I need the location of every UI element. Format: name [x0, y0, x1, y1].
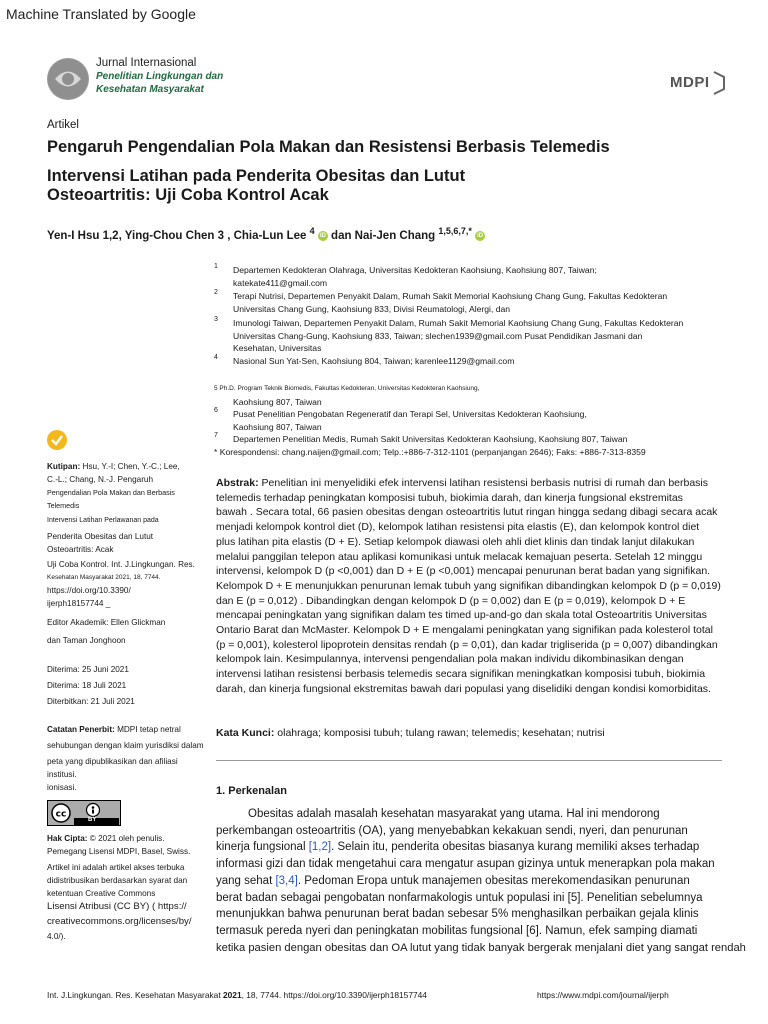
article-type: Artikel [47, 119, 79, 131]
date-received: Diterima: 25 Juni 2021 [47, 665, 129, 674]
abstract-line: plus latihan pita elastis (D + E). Setiap kelompok diawasi oleh ahli diet klinis dan tindak lanjut dilakukan [216, 535, 695, 548]
copyright-block [47, 832, 207, 943]
intro-line: menunjukkan bahwa penurunan berat badan sebesar 5% menghasilkan perbaikan gejala klinis [216, 908, 699, 921]
abstract-line: mencapai peningkatan yang signifikan dalam tes timed up-and-go dan skala total Osteoartritis Universitas [216, 609, 707, 622]
publisher-note-line: MDPI tetap netral [117, 725, 181, 734]
citation-line: Pengendalian Pola Makan dan Berbasis Telemedis [47, 488, 175, 510]
affiliation-5-7 [214, 383, 684, 446]
copyright-line: didistribusikan berdasarkan syarat dan [47, 876, 188, 885]
section-divider [216, 760, 722, 761]
affiliation-number: 3 [214, 316, 218, 323]
copyright-line: 4.0/). [47, 932, 66, 941]
publisher-note-block [47, 723, 207, 794]
affiliation-5-line: 5 Ph.D. Program Teknik Biomedis, Fakultas Kedokteran, Universitas Kedokteran Kaohsiung, [214, 385, 480, 392]
copyright-line: Lisensi Atribusi (CC BY) ( https:// [47, 901, 187, 912]
affiliation-number: 7 [214, 432, 218, 440]
dates-block [47, 663, 207, 708]
keywords-text: olahraga; komposisi tubuh; tulang rawan; telemedis; kesehatan; nutrisi [277, 727, 605, 739]
reference-link[interactable]: [3,4] [275, 874, 298, 887]
affiliation-2 [214, 290, 684, 315]
editor-line: Editor Akademik: Ellen Glickman [47, 618, 166, 627]
author-sup-2: 1,5,6,7,* [438, 226, 472, 236]
affiliation-line: Universitas Chang-Gung, Kaohsiung 833, Taiwan; slechen1939@gmail.com Pusat Pendidikan Jasmani dan [233, 330, 643, 341]
affiliation-line: Departemen Kedokteran Olahraga, Universitas Kedokteran Kaohsiung, Kaohsiung 807, Taiwan; [233, 265, 597, 275]
footer-year: 2021 [222, 990, 242, 1000]
intro-line: ketika pasien dengan obesitas dan OA lutut yang tidak banyak bergerak menjalani diet yang sangat rendah [216, 941, 746, 954]
affiliation-line: Departemen Penelitian Medis, Rumah Sakit Universitas Kedokteran Kaohsiung, Kaohsiung 807, Taiwan [233, 434, 628, 445]
abstract-line: bawah . Secara total, 66 pasien obesitas dengan osteoartritis lutut ringan hingga sedang dibagi secara acak [216, 506, 718, 519]
abstract [216, 476, 725, 697]
citation-line: Hsu, Y.-I; Chen, Y.-C.; Lee, [82, 462, 180, 471]
abstract-line: menjadi kelompok kontrol diet (D), kelompok latihan resistensi pita elastis (E), dan kelompok kontrol diet [216, 521, 700, 534]
abstract-line: darah, dan kinerja fungsional ekstremitas bawah dari populasi yang diselidiki dengan kondisi komorbiditas. [216, 682, 711, 695]
section-heading: 1. Perkenalan [216, 785, 287, 797]
affiliation-3 [214, 317, 684, 355]
intro-line: kinerja fungsional [216, 841, 306, 854]
authors-part1: Yen-I Hsu 1,2, Ying-Chou Chen 3 , Chia-Lun Lee [47, 229, 307, 242]
mdpi-logo [668, 66, 724, 100]
intro-line: Obesitas adalah masalah kesehatan masyarakat yang utama. Hal ini mendorong [248, 808, 660, 820]
correspondence: * Korespondensi: chang.naijen@gmail.com; Telp.:+886-7-312-1101 (perpanjangan 2646); Faks: +886-7-313-8359 [214, 447, 646, 457]
orcid-icon[interactable]: iD [319, 232, 326, 239]
publisher-note-line: ionisasi. [47, 783, 77, 792]
citation-label: Kutipan: [47, 462, 81, 471]
citation-line: Intervensi Latihan Perlawanan pada [47, 517, 159, 524]
author-sup-1: 4 [309, 226, 315, 236]
affiliation-4 [214, 355, 684, 368]
abstract-line: (p = 0,001), kolesterol lipoprotein densitas rendah (p = 0,01), dan kadar trigliserida (p = 0,007) dibandingkan [216, 638, 718, 651]
affiliation-line: Terapi Nutrisi, Departemen Penyakit Dalam, Rumah Sakit Memorial Kaohsiung Chang Gung, Fakultas Kedokteran [233, 291, 668, 301]
footer-journal-link[interactable]: https://www.mdpi.com/journal/ijerph [537, 990, 669, 1000]
authors-part2: dan Nai-Jen Chang [331, 229, 436, 242]
affiliation-1 [214, 264, 684, 289]
keywords-label: Kata Kunci: [216, 727, 275, 739]
affiliation-line: Kesehatan, Universitas [233, 343, 322, 354]
intro-line: informasi gizi dan tidak mengetahui cara mengatur asupan gizinya untuk menerapkan pola makan [216, 858, 715, 871]
cc-by-label: BY [88, 817, 97, 823]
footer-journal: Int. J.Lingkungan. Res. Kesehatan Masyarakat [47, 990, 221, 1000]
license-link[interactable]: creativecommons.org/licenses/by/ [47, 916, 192, 927]
intro-line: berat badan sebagai pengobatan nonfarmakologis untuk populasi ini [5]. Penelitian sebelumnya [216, 891, 703, 904]
affiliation-line: Imunologi Taiwan, Departemen Penyakit Dalam, Rumah Sakit Memorial Kaohsiung Chang Gung, Fakultas Kedokteran [233, 318, 684, 328]
mdpi-hexagon-icon [712, 68, 726, 98]
title-line3: Osteoartritis: Uji Coba Kontrol Acak [47, 186, 329, 204]
abstract-line: intervensi latihan resistensi berbasis telemedis secara signifikan meningkatkan komposisi tubuh, biokimia [216, 668, 706, 681]
copyright-label: Hak Cipta: [47, 834, 88, 843]
affiliation-number: 2 [214, 289, 218, 296]
editor-line: dan Taman Jonghoon [47, 636, 126, 645]
date-accepted: Diterima: 18 Juli 2021 [47, 681, 127, 690]
abstract-line: intervensi, kelompok D (p <0,001) dan D + E (p <0,001) mencapai penurunan berat badan yang signifikan. [216, 565, 711, 578]
intro-line: . Pedoman Eropa untuk manajemen obesitas merekomendasikan penurunan [297, 874, 690, 887]
article-title [47, 138, 717, 205]
copyright-line: © 2021 oleh penulis. [89, 834, 165, 843]
title-line2: Intervensi Latihan pada Penderita Obesitas dan Lutut [47, 167, 466, 185]
journal-name-line3: Kesehatan Masyarakat [96, 84, 204, 95]
doi-link[interactable]: ijerph18157744 _ [47, 599, 111, 608]
affiliation-line: Pusat Penelitian Pengobatan Regeneratif dan Terapi Sel, Universitas Kedokteran Kaohsiung, [233, 409, 587, 420]
affiliation-line: Kaohsiung 807, Taiwan [233, 396, 322, 407]
affiliation-line: Universitas Chang Gung, Kaohsiung 833, Divisi Reumatologi, Alergi, dan [233, 303, 511, 314]
citation-line: Kesehatan Masyarakat 2021, 18, 7744. [47, 574, 161, 581]
abstract-line: dan E (p = 0,012) . Dibandingkan dengan kelompok D (p = 0,002) dan E (p = 0,019), kelompok D + E [216, 594, 686, 607]
abstract-line: melalui panggilan telepon atau aplikasi komunikasi untuk melacak kemajuan peserta. Setelah 12 minggu [216, 550, 703, 563]
copyright-line: ketentuan Creative Commons [47, 889, 156, 898]
abstract-line: kelompok lain. Kesimpulannya, intervensi pengendalian pola makan individu dikombinasikan dengan [216, 653, 684, 666]
footer-doi: , 18, 7744. https://doi.org/10.3390/ijerph18157744 [241, 990, 427, 1000]
citation-line: Penderita Obesitas dan Lutut [47, 532, 154, 541]
publisher-note-line: sehubungan dengan klaim yurisdiksi dalam [47, 741, 204, 750]
citation-line: Uji Coba Kontrol. Int. J.Lingkungan. Res. [47, 560, 195, 569]
publisher-note-label: Catatan Penerbit: [47, 725, 115, 734]
author-list [47, 224, 485, 243]
citation-line: Osteoartritis: Acak [47, 545, 114, 554]
affiliation-line: katekate411@gmail.com [233, 277, 328, 288]
svg-text:cc: cc [55, 809, 67, 820]
doi-link[interactable]: https://doi.org/10.3390/ [47, 586, 131, 595]
orcid-icon[interactable]: iD [477, 232, 484, 239]
affiliation-line: Nasional Sun Yat-Sen, Kaohsiung 804, Taiwan; karenlee1129@gmail.com [233, 356, 515, 366]
affiliation-number: 4 [214, 354, 218, 361]
intro-line: . Selain itu, penderita obesitas biasanya kurang memiliki akses terhadap [331, 841, 700, 854]
machine-translation-banner: Machine Translated by Google [6, 6, 196, 22]
citation-block [47, 460, 207, 610]
journal-name-line2: Penelitian Lingkungan dan [96, 71, 224, 82]
citation-line: C.-L.; Chang, N.-J. Pengaruh [47, 475, 154, 484]
affiliation-line: Kaohsiung 807, Taiwan [233, 421, 322, 432]
check-for-updates-icon[interactable] [47, 430, 67, 450]
journal-logo-icon [47, 58, 89, 100]
intro-line: termasuk pereda nyeri dan peningkatan mobilitas fungsional [6]. Namun, efek samping diamati [216, 924, 698, 937]
abstract-line: telemedis terhadap peningkatan komposisi tubuh, biokimia darah, dan kinerja fungsional ekstremitas [216, 491, 683, 504]
journal-name [96, 57, 223, 96]
abstract-line: Penelitian ini menyelidiki efek intervensi latihan resistensi berbasis nutrisi di rumah dan berbasis [261, 477, 709, 489]
copyright-line: Pemegang Lisensi MDPI, Basel, Swiss. [47, 847, 191, 856]
editor-block [47, 616, 207, 647]
abstract-line: Ontario Barat dan McMaster. Kelompok D + E mengalami peningkatan yang signifikan pada kolesterol total [216, 624, 713, 637]
intro-line: perkembangan osteoartritis (OA), yang menyebabkan kekakuan sendi, nyeri, dan penurunan [216, 824, 688, 837]
introduction-paragraph [216, 806, 766, 956]
mdpi-logo-text: MDPI [670, 74, 710, 91]
footer-citation [47, 990, 427, 1000]
publisher-note-line: peta yang dipublikasikan dan afiliasi institusi. [47, 757, 178, 779]
copyright-line: Artikel ini adalah artikel akses terbuka [47, 863, 185, 872]
journal-name-line1: Jurnal Internasional [96, 57, 197, 69]
cc-by-license-icon[interactable] [47, 800, 121, 826]
affiliation-number: 1 [214, 263, 218, 270]
title-line1: Pengaruh Pengendalian Pola Makan dan Resistensi Berbasis Telemedis [47, 138, 610, 156]
keywords [216, 727, 725, 739]
intro-line: yang sehat [216, 874, 273, 887]
reference-link[interactable]: [1,2] [308, 841, 332, 854]
date-published: Diterbitkan: 21 Juli 2021 [47, 697, 135, 706]
abstract-line: Kelompok D + E menunjukkan penurunan lemak tubuh yang signifikan dibandingkan kelompok D (p = 0,019) [216, 579, 721, 592]
affiliation-number: 6 [214, 407, 218, 415]
abstract-label: Abstrak: [216, 477, 259, 489]
